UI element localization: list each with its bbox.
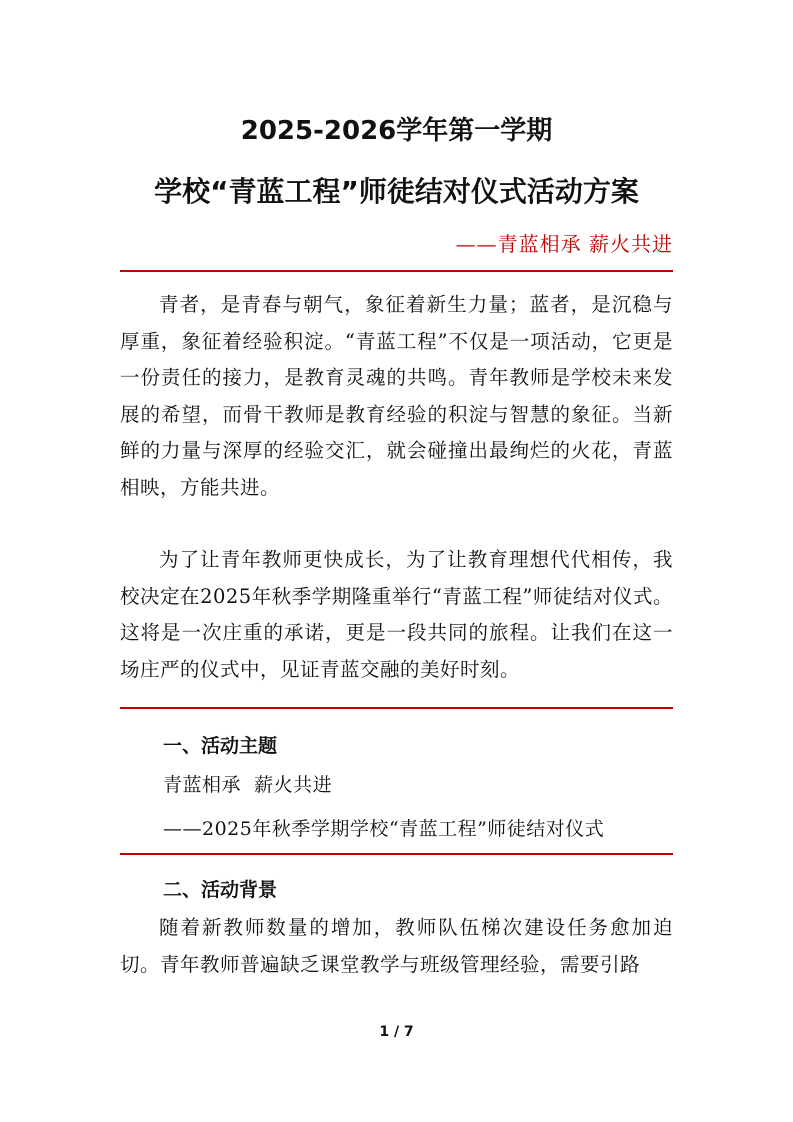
section-heading-background: 二、活动背景 (163, 879, 278, 901)
section-heading-theme: 一、活动主题 (163, 735, 278, 757)
divider-red (120, 270, 673, 272)
intro-paragraph-2: 为了让青年教师更快成长，为了让教育理想代代相传，我校决定在2025年秋季学期隆重举行“青蓝工程”师徒结对仪式。这将是一次庄重的承诺，更是一段共同的旅程。让我们在这一场庄严的仪式中，见证青蓝交融的美好时刻。 (120, 548, 673, 681)
divider-red (120, 707, 673, 709)
page-number: 1 / 7 (379, 1024, 414, 1040)
title-line-2: 学校“青蓝工程”师徒结对仪式活动方案 (154, 175, 639, 208)
title-line-1: 2025-2026学年第一学期 (240, 116, 553, 146)
intro-paragraph-1: 青者，是青春与朝气，象征着新生力量；蓝者，是沉稳与厚重，象征着经验积淀。“青蓝工程”不仅是一项活动，它更是一份责任的接力，是教育灵魂的共鸣。青年教师是学校未来发展的希望，而骨干教师是教育经验的积淀与智慧的象征。当新鲜的力量与深厚的经验交汇，就会碰撞出最绚烂的火花，青蓝相映，方能共进。 (120, 293, 673, 499)
theme-subtext: ——2025年秋季学期学校“青蓝工程”师徒结对仪式 (163, 818, 605, 840)
divider-red (120, 853, 673, 855)
background-paragraph: 随着新教师数量的增加，教师队伍梯次建设任务愈加迫切。青年教师普遍缺乏课堂教学与班级管理经验，需要引路 (120, 916, 673, 976)
subtitle: ——青蓝相承 薪火共进 (455, 232, 673, 256)
theme-text: 青蓝相承 薪火共进 (163, 774, 333, 796)
